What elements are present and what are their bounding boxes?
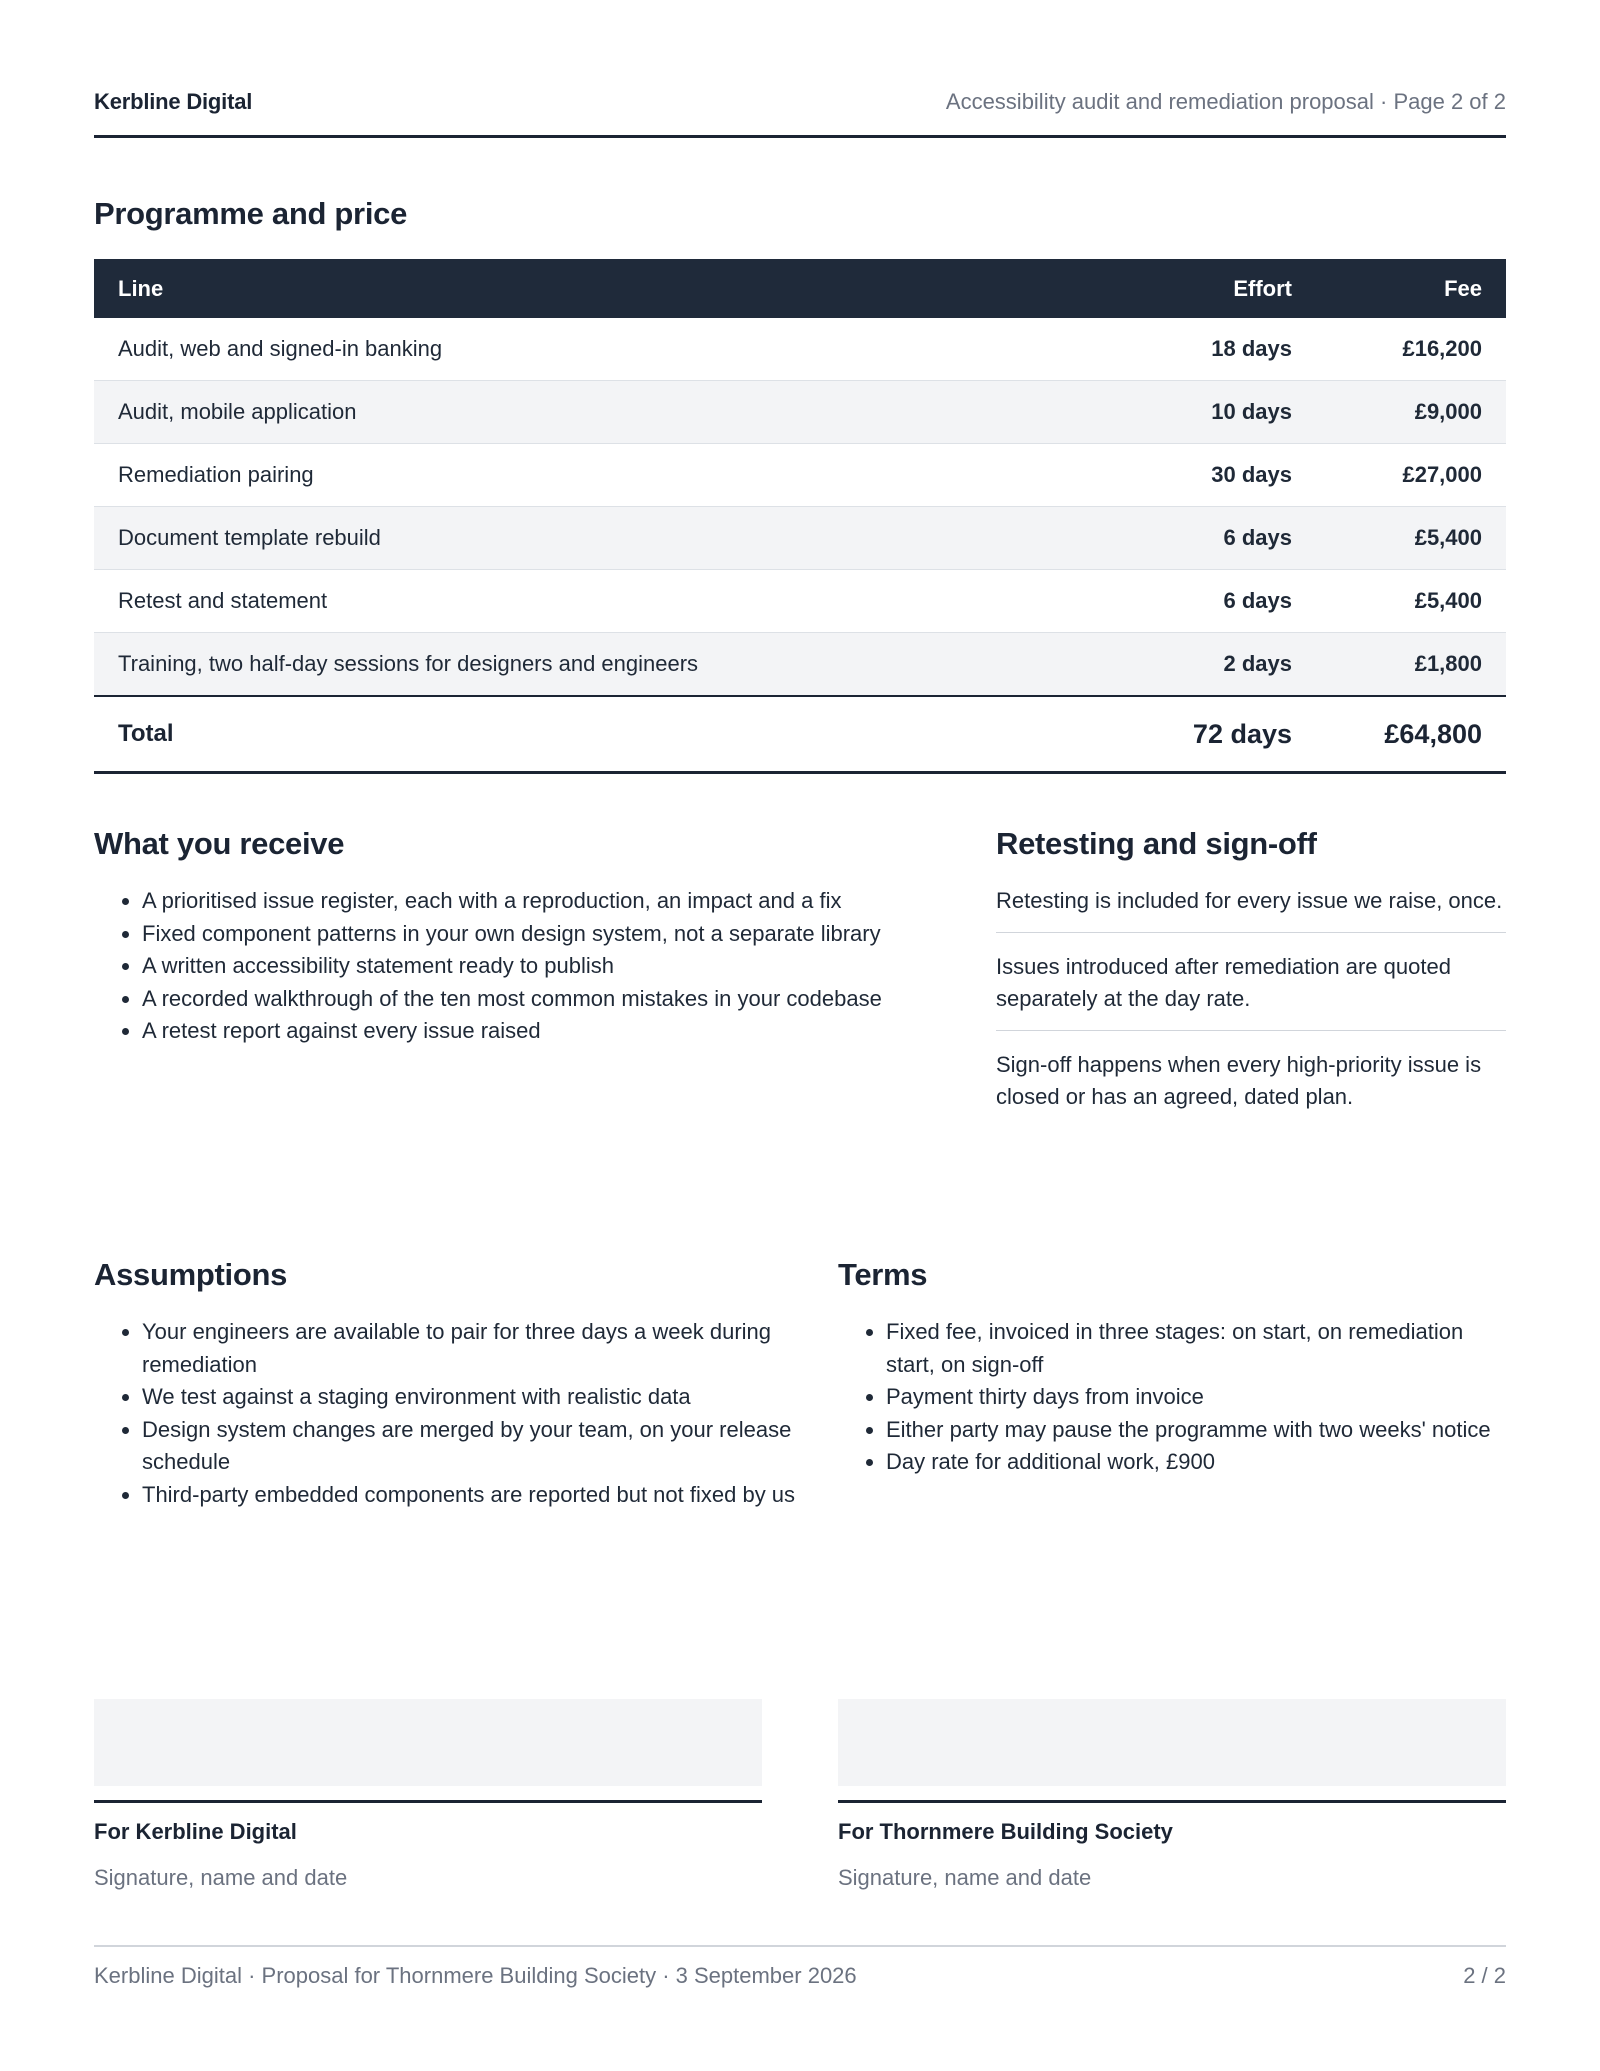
footer-rule — [94, 1945, 1506, 1947]
list-item: • Fixed component patterns in your own design system, not a separate library — [142, 918, 944, 951]
retesting-item — [996, 885, 1506, 933]
table-row — [94, 507, 1506, 570]
list-item: • A retest report against every issue raised — [142, 1015, 944, 1048]
table-row — [94, 633, 1506, 697]
signature-block-kerbline — [94, 1699, 762, 1891]
retesting-item — [996, 1031, 1506, 1128]
list-item: • We test against a staging environment with realistic data — [142, 1381, 806, 1414]
table-row — [94, 381, 1506, 444]
list-item: • Day rate for additional work, £900 — [886, 1446, 1506, 1479]
terms-section — [838, 1316, 1506, 1479]
signature-party: For Kerbline Digital — [94, 1819, 297, 1844]
list-item: • Payment thirty days from invoice — [886, 1381, 1506, 1414]
list-item: • A prioritised issue register, each with a reproduction, an impact and a fix — [142, 885, 944, 918]
signature-field[interactable] — [94, 1699, 762, 1786]
retesting-section — [996, 885, 1506, 1128]
assumptions-section — [94, 1316, 806, 1511]
row-fee: £1,800 — [1316, 633, 1506, 697]
total-effort: 72 days — [1096, 696, 1316, 773]
total-label: Total — [94, 696, 1096, 773]
row-line: Audit, web and signed-in banking — [94, 318, 1096, 381]
signature-field[interactable] — [838, 1699, 1506, 1786]
receive-list — [94, 885, 944, 1048]
row-fee: £27,000 — [1316, 444, 1506, 507]
signature-caption: Signature, name and date — [94, 1865, 348, 1890]
row-fee: £5,400 — [1316, 570, 1506, 633]
list-item: • Design system changes are merged by your team, on your release schedule — [142, 1414, 806, 1479]
row-fee: £5,400 — [1316, 507, 1506, 570]
column-header-line: Line — [94, 259, 1096, 318]
row-fee: £9,000 — [1316, 381, 1506, 444]
row-line: Audit, mobile application — [94, 381, 1096, 444]
signature-rule — [838, 1800, 1506, 1803]
table-row — [94, 444, 1506, 507]
terms-title: Terms — [838, 1257, 928, 1292]
row-effort: 10 days — [1096, 381, 1316, 444]
list-item: • A recorded walkthrough of the ten most common mistakes in your codebase — [142, 983, 944, 1016]
receive-section — [94, 885, 944, 1048]
row-line: Document template rebuild — [94, 507, 1096, 570]
footer-page-number: 2 / 2 — [1463, 1963, 1506, 1988]
table-row — [94, 570, 1506, 633]
retesting-item — [996, 933, 1506, 1031]
column-header-fee: Fee — [1316, 259, 1506, 318]
list-item: • Either party may pause the programme with two weeks' notice — [886, 1414, 1506, 1447]
row-effort: 2 days — [1096, 633, 1316, 697]
list-item: • Your engineers are available to pair for three days a week during remediation — [142, 1316, 806, 1381]
assumptions-title: Assumptions — [94, 1257, 288, 1292]
row-line: Retest and statement — [94, 570, 1096, 633]
table-header-row — [94, 259, 1506, 318]
terms-list — [838, 1316, 1506, 1479]
header-meta: Accessibility audit and remediation proposal · Page 2 of 2 — [945, 89, 1506, 114]
signature-party: For Thornmere Building Society — [838, 1819, 1173, 1844]
header-brand: Kerbline Digital — [94, 89, 253, 114]
retesting-title: Retesting and sign-off — [996, 826, 1317, 861]
retesting-paragraph: Retesting is included for every issue we raise, once. — [996, 888, 1503, 913]
signature-rule — [94, 1800, 762, 1803]
row-effort: 6 days — [1096, 570, 1316, 633]
total-row — [94, 696, 1506, 773]
header-rule — [94, 135, 1506, 138]
row-effort: 18 days — [1096, 318, 1316, 381]
retesting-paragraph: Issues introduced after remediation are quoted separately at the day rate. — [996, 953, 1451, 1011]
programme-title: Programme and price — [94, 196, 408, 231]
footer-text: Kerbline Digital · Proposal for Thornmere Building Society · 3 September 2026 — [94, 1963, 857, 1988]
row-effort: 6 days — [1096, 507, 1316, 570]
receive-title: What you receive — [94, 826, 345, 861]
column-header-effort: Effort — [1096, 259, 1316, 318]
total-fee: £64,800 — [1316, 696, 1506, 773]
list-item: • Fixed fee, invoiced in three stages: on start, on remediation start, on sign-off — [886, 1316, 1506, 1381]
retesting-paragraph: Sign-off happens when every high-priority issue is closed or has an agreed, dated plan. — [996, 1051, 1482, 1109]
assumptions-list — [94, 1316, 806, 1511]
list-item: • Third-party embedded components are reported but not fixed by us — [142, 1479, 806, 1512]
list-item: • A written accessibility statement ready to publish — [142, 950, 944, 983]
signature-block-thornmere — [838, 1699, 1506, 1891]
programme-table — [94, 259, 1506, 774]
row-fee: £16,200 — [1316, 318, 1506, 381]
table-row — [94, 318, 1506, 381]
signature-caption: Signature, name and date — [838, 1865, 1092, 1890]
row-line: Remediation pairing — [94, 444, 1096, 507]
row-line: Training, two half-day sessions for designers and engineers — [94, 633, 1096, 697]
row-effort: 30 days — [1096, 444, 1316, 507]
